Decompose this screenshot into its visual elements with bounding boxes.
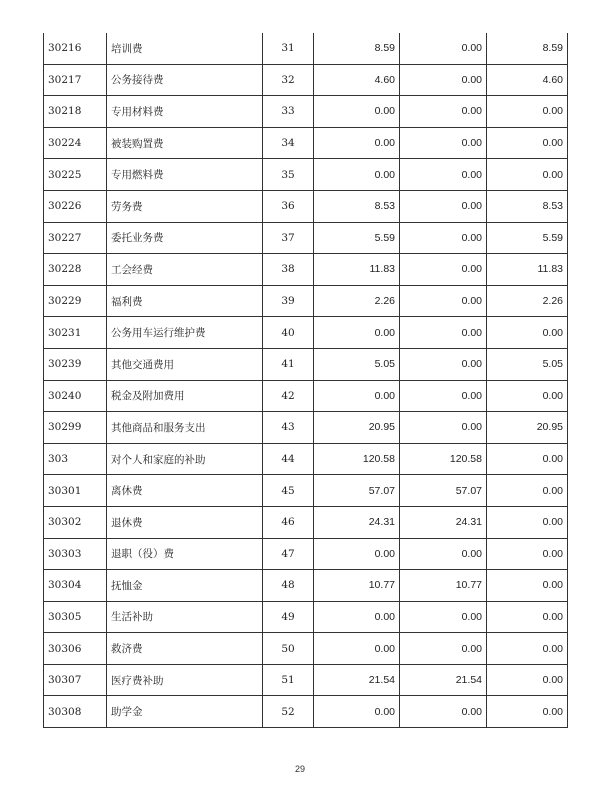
basic-expenditure-cell: 24.31 <box>400 506 487 538</box>
row-number-cell: 40 <box>263 317 314 349</box>
total-amount-cell: 20.95 <box>314 412 400 444</box>
basic-expenditure-cell: 0.00 <box>400 222 487 254</box>
project-expenditure-cell: 5.59 <box>487 222 568 254</box>
project-expenditure-cell: 0.00 <box>487 475 568 507</box>
table-row <box>44 633 568 665</box>
table-row <box>44 348 568 380</box>
project-expenditure-cell: 5.05 <box>487 348 568 380</box>
basic-expenditure-cell: 0.00 <box>400 538 487 570</box>
total-amount-cell: 0.00 <box>314 96 400 128</box>
account-code-cell: 30225 <box>44 159 107 191</box>
basic-expenditure-cell: 0.00 <box>400 348 487 380</box>
basic-expenditure-cell: 0.00 <box>400 317 487 349</box>
account-code-cell: 30227 <box>44 222 107 254</box>
row-number-cell: 52 <box>263 696 314 728</box>
row-number-cell: 46 <box>263 506 314 538</box>
total-amount-cell: 11.83 <box>314 254 400 286</box>
table-row <box>44 64 568 96</box>
basic-expenditure-cell: 0.00 <box>400 380 487 412</box>
account-code-cell: 30302 <box>44 506 107 538</box>
account-code-cell: 30304 <box>44 570 107 602</box>
total-amount-cell: 0.00 <box>314 696 400 728</box>
project-expenditure-cell: 2.26 <box>487 285 568 317</box>
total-amount-cell: 0.00 <box>314 159 400 191</box>
account-name-cell: 税金及附加费用 <box>107 380 263 412</box>
project-expenditure-cell: 0.00 <box>487 633 568 665</box>
account-name-cell: 公务接待费 <box>107 64 263 96</box>
basic-expenditure-cell: 120.58 <box>400 443 487 475</box>
account-name-cell: 被装购置费 <box>107 127 263 159</box>
row-number-cell: 48 <box>263 570 314 602</box>
total-amount-cell: 0.00 <box>314 538 400 570</box>
total-amount-cell: 8.53 <box>314 190 400 222</box>
basic-expenditure-cell: 21.54 <box>400 664 487 696</box>
account-name-cell: 公务用车运行维护费 <box>107 317 263 349</box>
project-expenditure-cell: 20.95 <box>487 412 568 444</box>
basic-expenditure-cell: 0.00 <box>400 633 487 665</box>
row-number-cell: 39 <box>263 285 314 317</box>
basic-expenditure-cell: 0.00 <box>400 254 487 286</box>
account-name-cell: 助学金 <box>107 696 263 728</box>
total-amount-cell: 0.00 <box>314 380 400 412</box>
table-row <box>44 96 568 128</box>
project-expenditure-cell: 8.59 <box>487 33 568 64</box>
budget-table-body <box>44 33 568 728</box>
account-name-cell: 专用材料费 <box>107 96 263 128</box>
page-number: 29 <box>294 764 305 774</box>
row-number-cell: 36 <box>263 190 314 222</box>
total-amount-cell: 10.77 <box>314 570 400 602</box>
row-number-cell: 37 <box>263 222 314 254</box>
account-code-cell: 30301 <box>44 475 107 507</box>
account-name-cell: 培训费 <box>107 33 263 64</box>
basic-expenditure-cell: 0.00 <box>400 127 487 159</box>
row-number-cell: 31 <box>263 33 314 64</box>
account-code-cell: 303 <box>44 443 107 475</box>
basic-expenditure-cell: 10.77 <box>400 570 487 602</box>
project-expenditure-cell: 0.00 <box>487 317 568 349</box>
account-code-cell: 30217 <box>44 64 107 96</box>
row-number-cell: 42 <box>263 380 314 412</box>
account-name-cell: 其他商品和服务支出 <box>107 412 263 444</box>
basic-expenditure-cell: 57.07 <box>400 475 487 507</box>
account-code-cell: 30226 <box>44 190 107 222</box>
account-name-cell: 对个人和家庭的补助 <box>107 443 263 475</box>
table-row <box>44 317 568 349</box>
row-number-cell: 38 <box>263 254 314 286</box>
account-code-cell: 30216 <box>44 33 107 64</box>
basic-expenditure-cell: 0.00 <box>400 159 487 191</box>
row-number-cell: 34 <box>263 127 314 159</box>
basic-expenditure-cell: 0.00 <box>400 601 487 633</box>
total-amount-cell: 0.00 <box>314 317 400 349</box>
row-number-cell: 45 <box>263 475 314 507</box>
project-expenditure-cell: 4.60 <box>487 64 568 96</box>
account-code-cell: 30307 <box>44 664 107 696</box>
table-row <box>44 254 568 286</box>
total-amount-cell: 0.00 <box>314 601 400 633</box>
table-row <box>44 127 568 159</box>
basic-expenditure-cell: 0.00 <box>400 96 487 128</box>
table-row <box>44 443 568 475</box>
project-expenditure-cell: 0.00 <box>487 96 568 128</box>
table-row <box>44 33 568 64</box>
total-amount-cell: 5.05 <box>314 348 400 380</box>
basic-expenditure-cell: 0.00 <box>400 33 487 64</box>
basic-expenditure-cell: 0.00 <box>400 190 487 222</box>
total-amount-cell: 0.00 <box>314 127 400 159</box>
account-name-cell: 生活补助 <box>107 601 263 633</box>
account-name-cell: 退休费 <box>107 506 263 538</box>
account-code-cell: 30228 <box>44 254 107 286</box>
table-row <box>44 696 568 728</box>
table-row <box>44 538 568 570</box>
row-number-cell: 43 <box>263 412 314 444</box>
account-name-cell: 抚恤金 <box>107 570 263 602</box>
table-row <box>44 601 568 633</box>
total-amount-cell: 5.59 <box>314 222 400 254</box>
account-name-cell: 劳务费 <box>107 190 263 222</box>
account-code-cell: 30229 <box>44 285 107 317</box>
total-amount-cell: 4.60 <box>314 64 400 96</box>
project-expenditure-cell: 0.00 <box>487 538 568 570</box>
account-code-cell: 30240 <box>44 380 107 412</box>
basic-expenditure-cell: 0.00 <box>400 696 487 728</box>
table-row <box>44 506 568 538</box>
project-expenditure-cell: 11.83 <box>487 254 568 286</box>
account-code-cell: 30239 <box>44 348 107 380</box>
project-expenditure-cell: 0.00 <box>487 127 568 159</box>
row-number-cell: 35 <box>263 159 314 191</box>
total-amount-cell: 24.31 <box>314 506 400 538</box>
row-number-cell: 41 <box>263 348 314 380</box>
budget-table <box>43 33 568 728</box>
total-amount-cell: 2.26 <box>314 285 400 317</box>
project-expenditure-cell: 0.00 <box>487 159 568 191</box>
table-row <box>44 664 568 696</box>
account-name-cell: 医疗费补助 <box>107 664 263 696</box>
account-code-cell: 30299 <box>44 412 107 444</box>
basic-expenditure-cell: 0.00 <box>400 285 487 317</box>
account-code-cell: 30308 <box>44 696 107 728</box>
budget-table-container <box>43 33 563 728</box>
total-amount-cell: 120.58 <box>314 443 400 475</box>
account-code-cell: 30305 <box>44 601 107 633</box>
project-expenditure-cell: 0.00 <box>487 443 568 475</box>
table-row <box>44 222 568 254</box>
row-number-cell: 51 <box>263 664 314 696</box>
account-name-cell: 工会经费 <box>107 254 263 286</box>
account-code-cell: 30306 <box>44 633 107 665</box>
basic-expenditure-cell: 0.00 <box>400 64 487 96</box>
project-expenditure-cell: 0.00 <box>487 664 568 696</box>
row-number-cell: 33 <box>263 96 314 128</box>
project-expenditure-cell: 0.00 <box>487 570 568 602</box>
account-name-cell: 专用燃料费 <box>107 159 263 191</box>
row-number-cell: 44 <box>263 443 314 475</box>
total-amount-cell: 21.54 <box>314 664 400 696</box>
total-amount-cell: 0.00 <box>314 633 400 665</box>
basic-expenditure-cell: 0.00 <box>400 412 487 444</box>
account-name-cell: 离休费 <box>107 475 263 507</box>
total-amount-cell: 8.59 <box>314 33 400 64</box>
table-row <box>44 570 568 602</box>
account-name-cell: 委托业务费 <box>107 222 263 254</box>
account-code-cell: 30303 <box>44 538 107 570</box>
row-number-cell: 50 <box>263 633 314 665</box>
table-row <box>44 285 568 317</box>
row-number-cell: 47 <box>263 538 314 570</box>
table-row <box>44 475 568 507</box>
account-name-cell: 退职（役）费 <box>107 538 263 570</box>
project-expenditure-cell: 8.53 <box>487 190 568 222</box>
account-code-cell: 30224 <box>44 127 107 159</box>
row-number-cell: 49 <box>263 601 314 633</box>
account-name-cell: 福利费 <box>107 285 263 317</box>
table-row <box>44 412 568 444</box>
account-name-cell: 其他交通费用 <box>107 348 263 380</box>
row-number-cell: 32 <box>263 64 314 96</box>
account-code-cell: 30218 <box>44 96 107 128</box>
project-expenditure-cell: 0.00 <box>487 506 568 538</box>
total-amount-cell: 57.07 <box>314 475 400 507</box>
table-row <box>44 380 568 412</box>
project-expenditure-cell: 0.00 <box>487 696 568 728</box>
project-expenditure-cell: 0.00 <box>487 380 568 412</box>
account-name-cell: 救济费 <box>107 633 263 665</box>
table-row <box>44 190 568 222</box>
table-row <box>44 159 568 191</box>
account-code-cell: 30231 <box>44 317 107 349</box>
project-expenditure-cell: 0.00 <box>487 601 568 633</box>
